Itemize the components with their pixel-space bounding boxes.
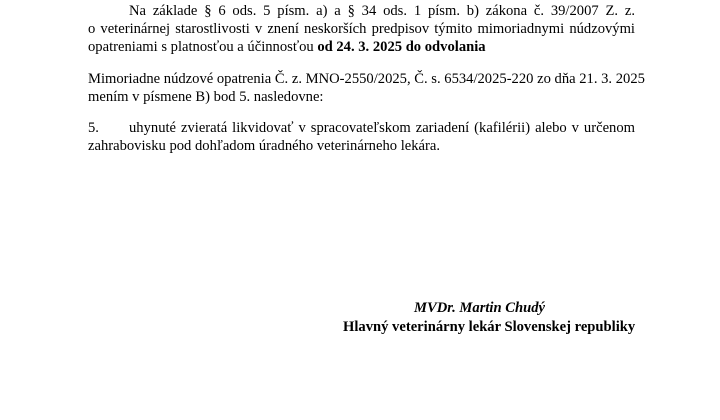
- item-5-line-2: zahrabovisku pod dohľadom úradného veterinárneho lekára.: [88, 138, 440, 154]
- signatory-title: Hlavný veterinárny lekár Slovenskej republiky: [343, 319, 636, 335]
- item-5-line-1: uhynuté zvieratá likvidovať v spracovateľskom zariadení (kafilérii) alebo v určenom: [129, 120, 635, 136]
- item-number: 5.: [88, 120, 99, 136]
- paragraph-1-line-3: [88, 38, 635, 56]
- effective-date-text: od 24. 3. 2025 do odvolania: [317, 39, 486, 55]
- paragraph-1-line-3-text: opatreniami s platnosťou a účinnosťou: [88, 39, 318, 55]
- paragraph-2-line-1: Mimoriadne núdzové opatrenia Č. z. MNO-2550/2025, Č. s. 6534/2025-220 zo dňa 21. 3. 2025: [88, 71, 645, 87]
- paragraph-2-line-2: mením v písmene B) bod 5. nasledovne:: [88, 89, 324, 105]
- paragraph-1-line-1: Na základe § 6 ods. 5 písm. a) a § 34 ods. 1 písm. b) zákona č. 39/2007 Z. z.: [129, 3, 635, 19]
- signatory-name: MVDr. Martin Chudý: [414, 300, 545, 316]
- paragraph-1-line-2: o veterinárnej starostlivosti v znení neskorších predpisov týmito mimoriadnymi núdzovými: [88, 21, 635, 37]
